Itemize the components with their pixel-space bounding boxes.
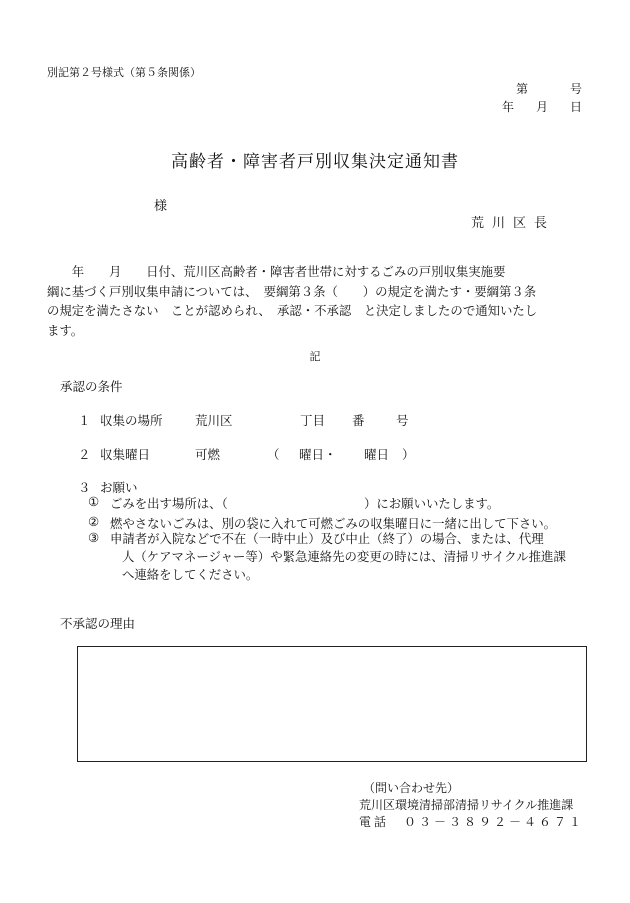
date-month: 月 xyxy=(535,100,548,114)
item-number: ３ xyxy=(78,480,91,495)
weekday-type: 可燃 xyxy=(195,447,221,462)
rejection-reason-box[interactable] xyxy=(77,646,587,762)
request-mark: ② xyxy=(88,514,100,529)
request-line: 申請者が入院などで不在（一時中止）及び中止（終了）の場合、または、代理 xyxy=(110,531,544,546)
weekday-second: 曜日 xyxy=(364,447,390,462)
conditions-heading: 承認の条件 xyxy=(60,379,123,394)
number-prefix: 第 xyxy=(515,82,528,96)
document-date xyxy=(502,98,582,115)
document-title: 高齢者・障害者戸別収集決定通知書 xyxy=(171,152,459,172)
recipient-honorific: 様 xyxy=(154,199,168,214)
notice-line: の規定を満たさない ことが認められ、 承認・不承認 と決定しましたので通知いたし xyxy=(47,303,538,318)
contact-info xyxy=(359,780,584,831)
request-mark: ① xyxy=(88,494,100,509)
notice-line: ます。 xyxy=(47,322,84,338)
request-text: ごみを出す場所は、（ ）にお願いいたします。 xyxy=(110,496,500,511)
location-chome: 丁目 xyxy=(300,413,326,428)
request-item xyxy=(88,494,499,512)
contact-phone: 電話 ０３－３８９２－４６７１ xyxy=(358,815,584,829)
contact-department: 荒川区環境清掃部清掃リサイクル推進課 xyxy=(358,798,574,812)
ki-marker: 記 xyxy=(309,350,321,363)
location-ban: 番 xyxy=(352,413,365,428)
date-day: 日 xyxy=(569,100,582,114)
location-ward: 荒川区 xyxy=(195,413,233,428)
item-label: お願い xyxy=(100,480,138,495)
number-suffix: 号 xyxy=(569,82,582,96)
rejection-heading: 不承認の理由 xyxy=(60,616,136,631)
location-go: 号 xyxy=(396,413,409,428)
notice-line: 年 月 日付、荒川区高齢者・障害者世帯に対するごみの戸別収集実施要 xyxy=(47,264,506,279)
date-year: 年 xyxy=(501,100,514,114)
form-label: 別記第２号様式（第５条関係） xyxy=(47,66,201,79)
condition-weekday xyxy=(78,445,415,463)
document-number xyxy=(516,80,582,97)
item-label: 収集の場所 xyxy=(100,413,163,428)
request-line: へ連絡をしてください。 xyxy=(122,567,259,582)
request-mark: ③ xyxy=(88,530,100,545)
request-item xyxy=(88,530,566,584)
notice-body xyxy=(47,262,587,340)
item-label: 収集曜日 xyxy=(100,447,151,462)
request-line: 人（ケアマネージャー等）や緊急連絡先の変更の時には、清掃リサイクル推進課 xyxy=(122,549,566,564)
weekday-open: （ xyxy=(267,447,280,462)
request-text xyxy=(110,530,566,584)
weekday-first: 曜日・ xyxy=(299,447,337,462)
item-number: １ xyxy=(78,413,91,428)
item-number: ２ xyxy=(78,447,91,462)
weekday-close: ） xyxy=(402,447,415,462)
contact-label: （問い合わせ先） xyxy=(362,781,459,795)
condition-location xyxy=(78,411,409,429)
notice-line: 綱に基づく戸別収集申請については、 要綱第３条（ ）の規定を満たす・要綱第３条 xyxy=(47,283,537,299)
request-text: 燃やさないごみは、別の袋に入れて可燃ごみの収集曜日に一緒に出して下さい。 xyxy=(110,516,557,531)
issuer: 荒川区長 xyxy=(470,216,555,231)
